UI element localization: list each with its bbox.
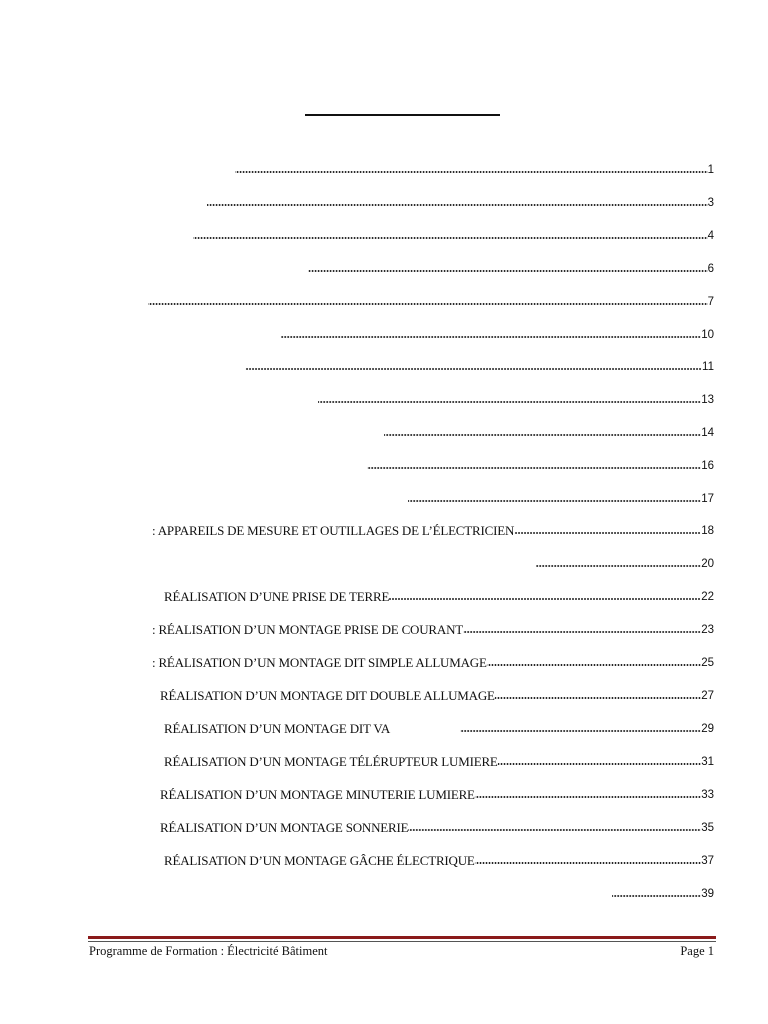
toc-entry-page: 20 [701, 558, 714, 570]
toc-entry-page: 31 [701, 756, 714, 768]
toc-dot-leader [487, 664, 701, 668]
toc-entry-title: : RÉALISATION D’UN MONTAGE PRISE DE COURANT [152, 622, 464, 637]
toc-entry[interactable] [148, 292, 714, 310]
toc-entry-page: 4 [707, 230, 714, 242]
toc-entry-title: RÉALISATION D’UNE PRISE DE TERRE [164, 589, 390, 604]
toc-entry-title: RÉALISATION D’UN MONTAGE SONNERIE [160, 820, 409, 835]
toc-dot-leader [384, 434, 701, 438]
toc-dot-leader [193, 237, 708, 241]
toc-dot-leader [408, 829, 701, 833]
toc-entry-page: 39 [701, 888, 714, 900]
toc-entry-title: RÉALISATION D’UN MONTAGE DIT VA [164, 721, 391, 736]
toc-entry-page: 18 [701, 525, 714, 537]
toc-entry[interactable] [152, 521, 714, 539]
toc-dot-leader [408, 500, 701, 504]
footer-program-title: Programme de Formation : Électricité Bâtiment [89, 944, 328, 958]
toc-entry-title: RÉALISATION D’UN MONTAGE GÂCHE ÉLECTRIQUE [164, 853, 475, 868]
toc-entry[interactable] [164, 752, 714, 770]
toc-entry-page: 7 [707, 296, 714, 308]
toc-entry[interactable] [164, 587, 714, 605]
toc-entry-page: 22 [701, 591, 714, 603]
toc-entry-title: RÉALISATION D’UN MONTAGE DIT DOUBLE ALLUMAGE [160, 688, 495, 703]
toc-entry-page: 33 [701, 789, 714, 801]
toc-dot-leader [318, 401, 701, 405]
toc-dot-leader [460, 730, 701, 734]
toc-entry[interactable] [235, 160, 714, 178]
toc-entry[interactable] [164, 851, 714, 869]
toc-entry[interactable] [160, 686, 714, 704]
toc-dot-leader [367, 467, 701, 471]
toc-entry[interactable] [612, 884, 714, 902]
toc-entry-page: 10 [701, 329, 714, 341]
toc-entry[interactable] [193, 226, 714, 244]
toc-entry[interactable] [384, 423, 714, 441]
toc-dot-leader [463, 631, 701, 635]
toc-entry-title: : APPAREILS DE MESURE ET OUTILLAGES DE L’ÉLECTRICIEN [152, 523, 515, 538]
toc-dot-leader [207, 204, 708, 208]
toc-entry[interactable] [318, 390, 714, 408]
toc-entry[interactable] [152, 653, 714, 671]
toc-entry[interactable] [308, 259, 714, 277]
toc-entry-title: RÉALISATION D’UN MONTAGE TÉLÉRUPTEUR LUMIERE [164, 754, 498, 769]
toc-entry-page: 37 [701, 855, 714, 867]
toc-dot-leader [148, 303, 708, 307]
toc-entry-page: 11 [702, 361, 714, 373]
toc-dot-leader [235, 171, 708, 175]
toc-entry-page: 6 [707, 263, 714, 275]
toc-dot-leader [389, 598, 701, 602]
title-underline [305, 114, 500, 116]
toc-dot-leader [495, 697, 701, 701]
footer-rule-thin [88, 941, 716, 942]
toc-entry-page: 25 [701, 657, 714, 669]
toc-entry-page: 23 [701, 624, 714, 636]
toc-entry[interactable] [245, 357, 714, 375]
toc-dot-leader [245, 368, 702, 372]
toc-entry-page: 13 [701, 394, 714, 406]
footer-rule [88, 936, 716, 939]
toc-dot-leader [475, 862, 702, 866]
toc-entry-page: 3 [707, 197, 714, 209]
toc-entry-page: 29 [701, 723, 714, 735]
toc-dot-leader [475, 796, 701, 800]
toc-entry-page: 17 [701, 493, 714, 505]
toc-dot-leader [308, 270, 708, 274]
toc-dot-leader [514, 532, 701, 536]
toc-dot-leader [281, 336, 701, 340]
toc-entry-title: RÉALISATION D’UN MONTAGE MINUTERIE LUMIERE [160, 787, 475, 802]
toc-entry-title: : RÉALISATION D’UN MONTAGE DIT SIMPLE ALLUMAGE [152, 655, 487, 670]
toc-dot-leader [498, 763, 702, 767]
toc-entry[interactable] [152, 620, 714, 638]
toc-entry[interactable] [367, 456, 714, 474]
toc-entry[interactable] [207, 193, 714, 211]
toc-entry-page: 16 [701, 460, 714, 472]
footer-page-number: Page 1 [680, 944, 714, 958]
toc-dot-leader [536, 565, 701, 569]
toc-entry-page: 27 [701, 690, 714, 702]
toc-entry[interactable] [164, 719, 714, 737]
toc-entry[interactable] [160, 785, 714, 803]
toc-entry-page: 35 [701, 822, 714, 834]
toc-entry[interactable] [536, 554, 714, 572]
toc-entry-page: 14 [701, 427, 714, 439]
toc-entry[interactable] [408, 489, 714, 507]
toc-entry-page: 1 [707, 164, 714, 176]
toc-entry[interactable] [281, 325, 714, 343]
toc-dot-leader [612, 895, 701, 899]
toc-entry[interactable] [160, 818, 714, 836]
